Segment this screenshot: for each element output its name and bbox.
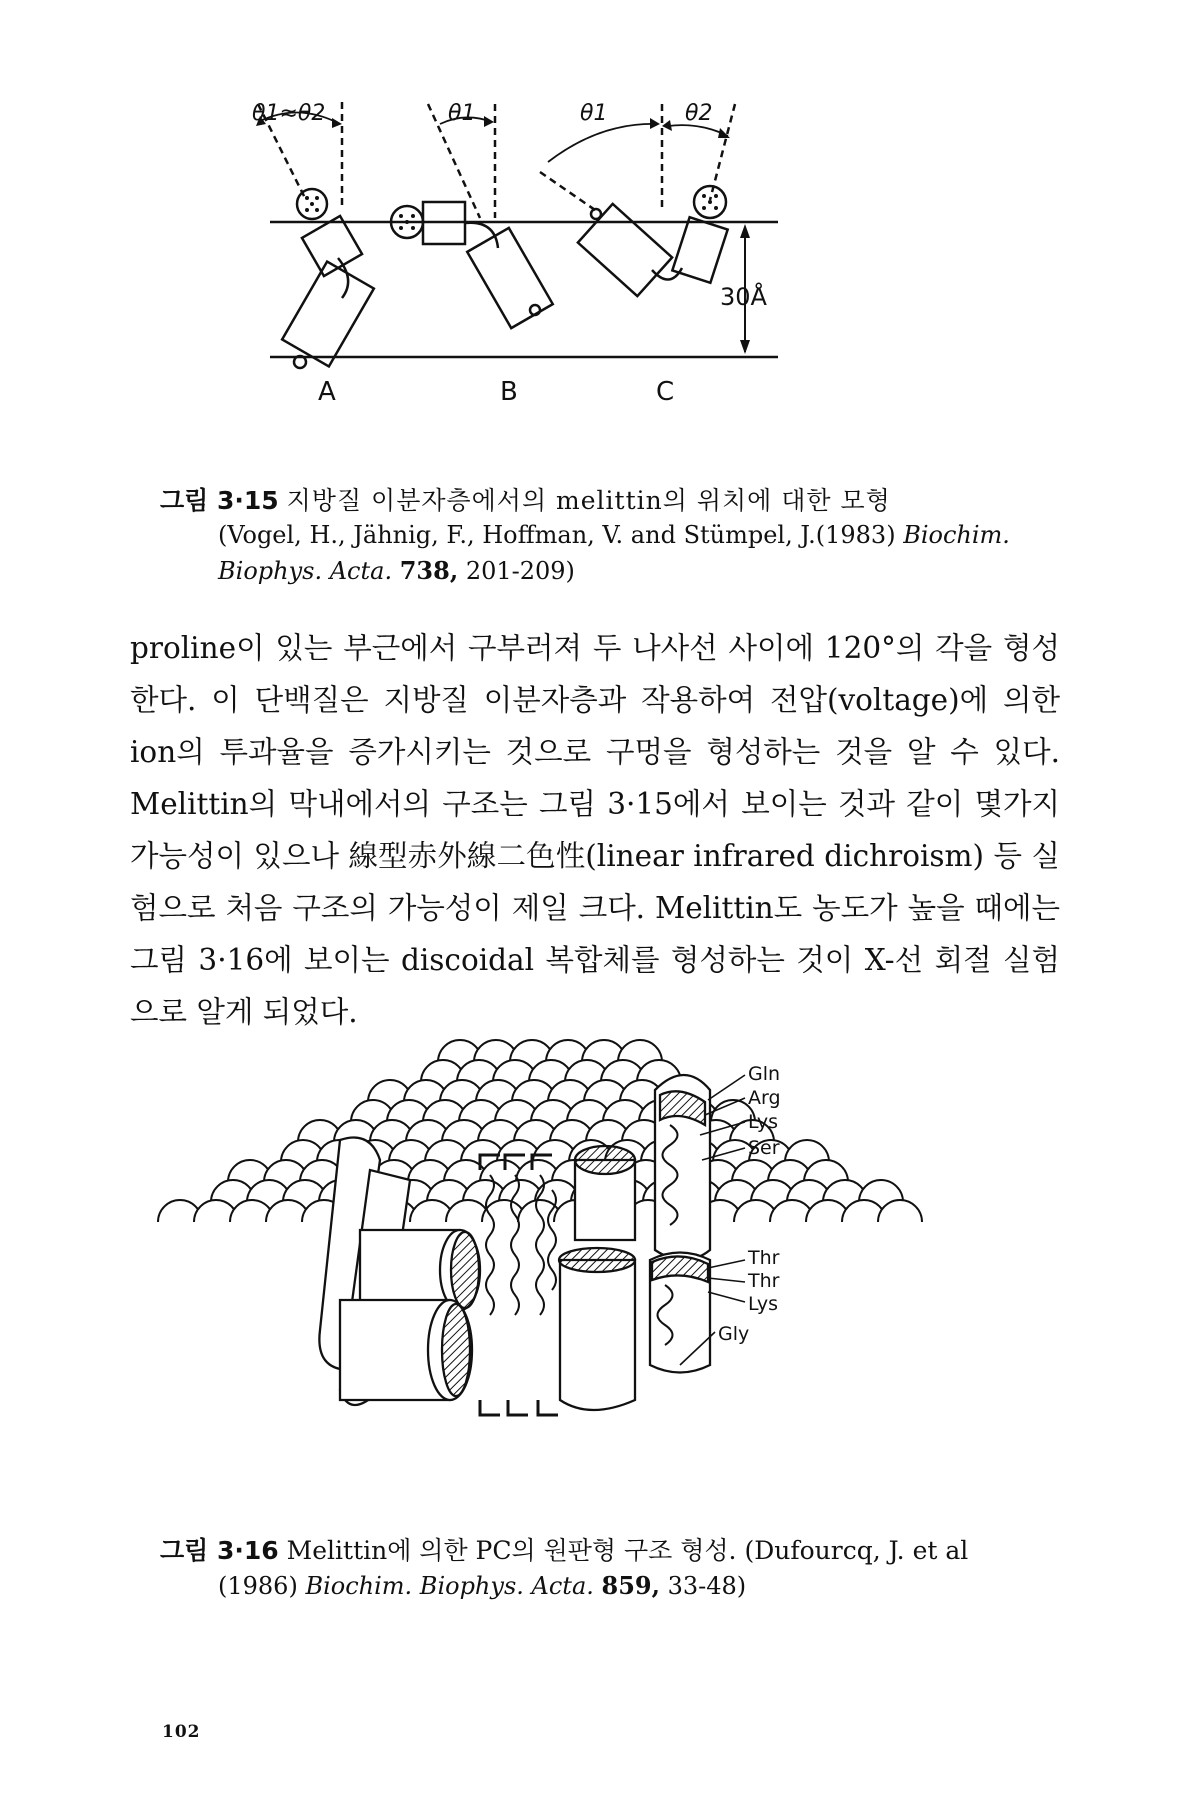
figure-title: 지방질 이분자층에서의 melittin의 위치에 대한 모형 <box>286 486 891 515</box>
panel-label-a: A <box>318 377 336 407</box>
figure-caption-3-16 <box>160 1533 1080 1604</box>
residue-label-ser: Ser <box>748 1137 780 1159</box>
angle-label-a: θ1≈θ2 <box>252 101 326 126</box>
page-number: 102 <box>162 1722 201 1742</box>
residue-label-gly: Gly <box>718 1323 750 1345</box>
figure-label: 그림 3·16 <box>160 1536 279 1565</box>
angle-label-c2: θ2 <box>685 101 713 126</box>
residue-label-thr-1: Thr <box>748 1247 780 1269</box>
figure-title: Melittin에 의한 PC의 원판형 구조 형성. <box>286 1536 737 1565</box>
melittin-bilayer-diagram <box>252 100 910 480</box>
lipid-headgroup-arc <box>804 1160 848 1182</box>
lipid-headgroup-arc <box>859 1180 903 1202</box>
figure-reference: (1986) Biochim. Biophys. Acta. 859, 33-48) <box>218 1571 747 1600</box>
residue-label-lys: Lys <box>748 1111 778 1133</box>
helix-segment-c-upright <box>672 217 727 283</box>
lipid-headgroup-arc <box>618 1040 662 1062</box>
lipid-headgroup-arc <box>878 1200 922 1222</box>
lipid-headgroup-arc <box>785 1140 829 1162</box>
residue-label-gln: Gln <box>748 1063 781 1085</box>
helix-cylinder-6 <box>560 1260 635 1410</box>
helix-segment-a-bottom <box>282 262 374 367</box>
figure-reference-cont: Biophys. Acta. 738, 201-209) <box>218 556 575 585</box>
panel-label-b: B <box>500 377 518 407</box>
melittin-pc-disc-diagram <box>300 1030 920 1525</box>
residue-label-lys-2: Lys <box>748 1293 778 1315</box>
figure-reference-authors: (Dufourcq, J. et al <box>744 1536 969 1565</box>
body-text: proline이 있는 부근에서 구부러져 두 나사선 사이에 120°의 각을 형성한다. 이 단백질은 지방질 이분자층과 작용하여 전압(voltage)에 의한 ion의 투과율을 증가시키는 것으로 구멍을 형성하는 것을 알 수 있다. Melittin의 막내에서의 구조는 그림 3·15에서 보이는 것과 같이 몇가지 가능성이 있으나 線型赤外線二色性(linear infrared dichroism) 등 실험으로 처음 구조의 가능성이 제일 크다. Melittin도 농도가 높을 때에는 그림 3·16에 보이는 discoidal 복합체를 형성하는 것이 X-선 회절 실험으로 알게 되었다. <box>130 631 1060 1029</box>
figure-reference: (Vogel, H., Jähnig, F., Hoffman, V. and Stümpel, J.(1983) Biochim. <box>218 521 1010 549</box>
angle-label-c1: θ1 <box>580 101 608 126</box>
scale-label: 30Å <box>720 283 767 311</box>
figure-caption-3-15 <box>160 483 1080 589</box>
panel-label-c: C <box>656 377 675 407</box>
figure-label: 그림 3·15 <box>160 486 279 515</box>
helix-segment-a-top <box>302 216 362 276</box>
residue-label-thr-2: Thr <box>748 1270 780 1292</box>
helix-axis-dash-c <box>540 172 598 212</box>
angle-label-b: θ1 <box>448 101 476 126</box>
residue-label-arg: Arg <box>748 1087 781 1109</box>
body-paragraph <box>130 622 1060 1038</box>
